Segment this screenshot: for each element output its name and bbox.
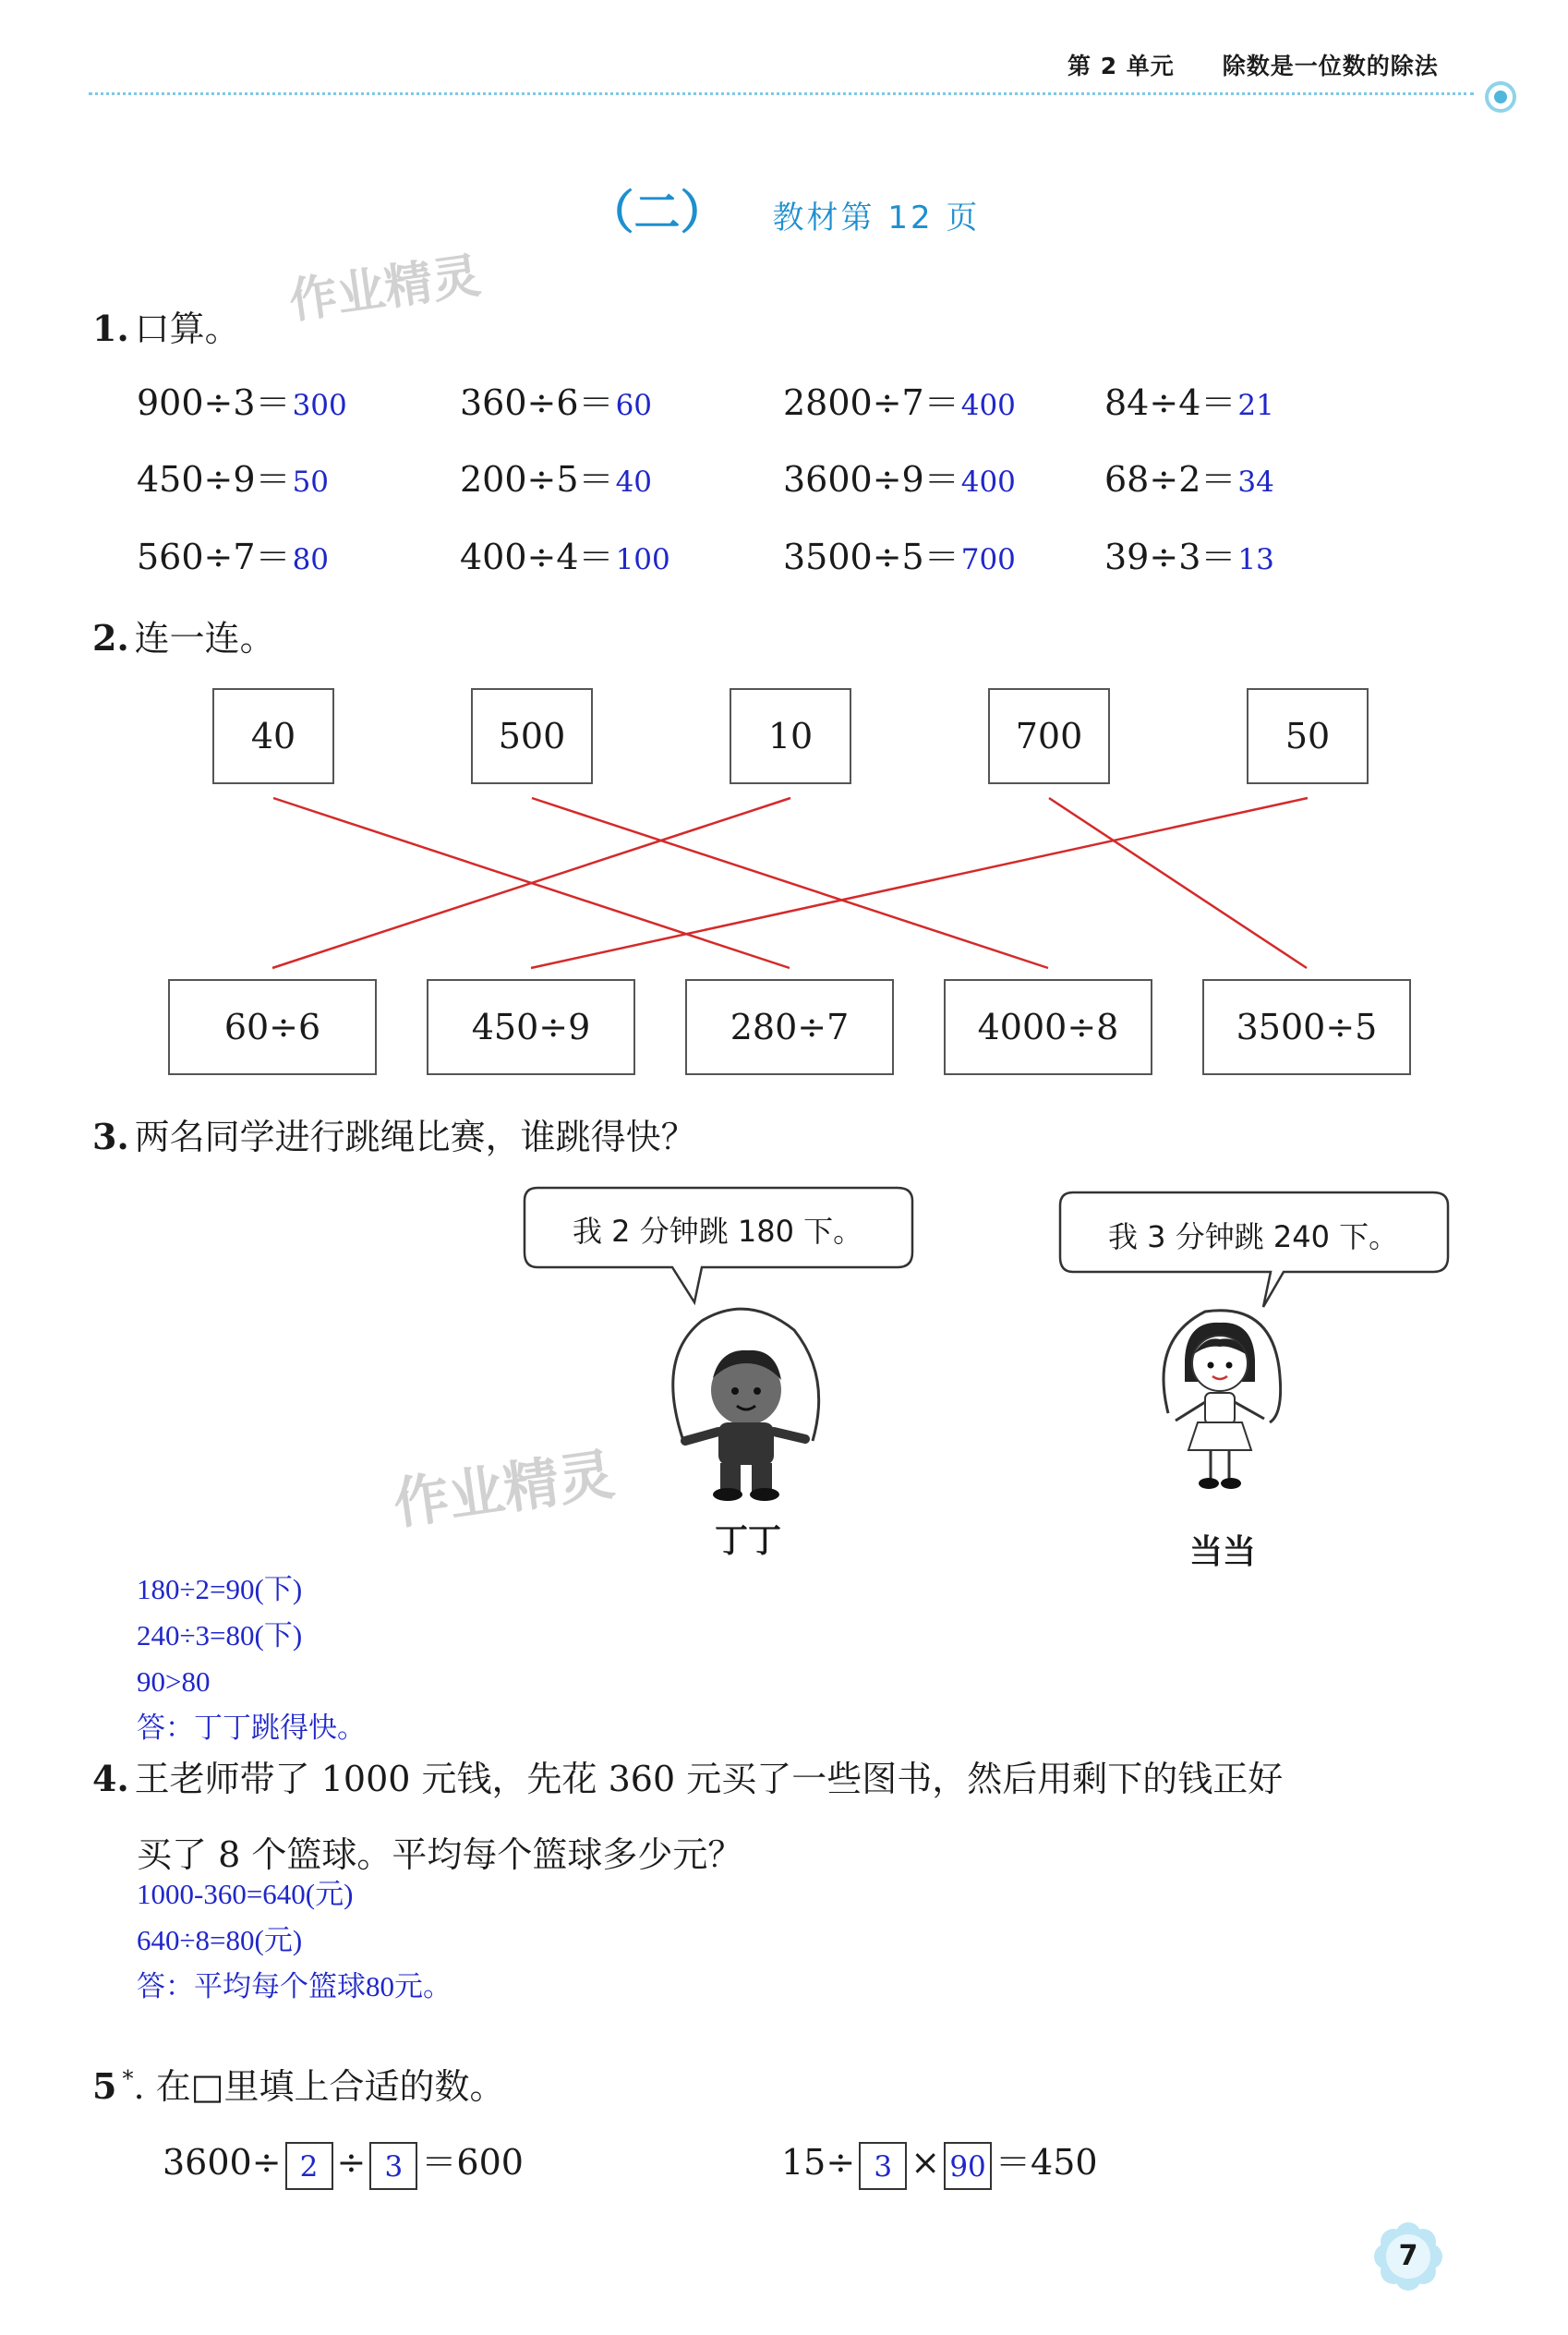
q4-question-line2: 买了 8 个篮球。平均每个篮球多少元？: [137, 1834, 743, 1875]
girl-name-label: 当当: [1189, 1533, 1257, 1571]
q2-top-box: 40: [212, 688, 334, 784]
unit-header: 第 2 单元 除数是一位数的除法: [1067, 53, 1439, 79]
q2-bottom-box: 3500÷5: [1202, 979, 1411, 1075]
q4-solution: [137, 1871, 452, 2010]
calc-answer: 700: [960, 543, 1016, 576]
calc-answer: 13: [1237, 543, 1274, 576]
watermark-middle: 作业精灵: [389, 1442, 619, 1538]
q3-solution-line: 180÷2=90(下): [137, 1573, 303, 1605]
calc-answer: 21: [1237, 389, 1274, 422]
q5-eq2-blank-2: 90: [944, 2142, 992, 2190]
q5-equation-1: 3600÷ 2 ÷ 3 ＝600: [163, 2134, 524, 2190]
q5-title: 5 *. 在□里填上合适的数。: [92, 2065, 505, 2107]
q4-question-line1: 4. 王老师带了 1000 元钱，先花 360 元买了一些图书，然后用剩下的钱正好: [92, 1758, 1284, 1799]
q1-title: 1. 口算。: [92, 308, 240, 349]
calc-expression: 39÷3＝: [1104, 537, 1236, 577]
page-number: 7: [1398, 2240, 1418, 2272]
boy-name-label: 丁丁: [715, 1522, 782, 1560]
calc-answer: 60: [615, 389, 653, 422]
calc-answer: 400: [960, 466, 1016, 499]
speech-bubble-left: [517, 1182, 920, 1321]
calc-answer: 40: [615, 466, 653, 499]
textbook-reference: 教材第 12 页: [772, 200, 981, 236]
calc-answer: 100: [615, 543, 670, 576]
q2-connection-line: [531, 798, 1308, 968]
q5-equation-2: 15÷ 3 × 90 ＝450: [781, 2134, 1098, 2190]
q2-connection-lines: [0, 0, 1568, 1108]
calc-answer: 50: [292, 466, 330, 499]
q2-bottom-box: 4000÷8: [944, 979, 1152, 1075]
q3-solution-line: 答：丁丁跳得快。: [137, 1712, 366, 1744]
calc-expression: 3600÷9＝: [783, 459, 959, 500]
q3-title: 3. 两名同学进行跳绳比赛，谁跳得快？: [92, 1116, 696, 1157]
calc-answer: 300: [292, 389, 347, 422]
q5-eq2-blank-1: 3: [859, 2142, 907, 2190]
calc-answer: 80: [292, 543, 330, 576]
calc-expression: 68÷2＝: [1104, 459, 1236, 500]
page-number-badge: [1374, 2222, 1442, 2291]
calc-answer: 400: [960, 389, 1016, 422]
calc-expression: 84÷4＝: [1104, 382, 1236, 423]
q2-top-box: 10: [730, 688, 851, 784]
calc-expression: 900÷3＝: [137, 382, 291, 423]
q2-connection-line: [532, 798, 1048, 968]
calc-answer: 34: [1237, 466, 1274, 499]
calc-expression: 360÷6＝: [460, 382, 614, 423]
q3-solution-line: 240÷3=80(下): [137, 1619, 303, 1651]
q4-solution-line: 答：平均每个篮球80元。: [137, 1970, 452, 2002]
bubble-right-text: 我 3 分钟跳 240 下。: [1108, 1219, 1399, 1254]
watermark-top: 作业精灵: [285, 248, 484, 331]
q2-bottom-box: 280÷7: [685, 979, 894, 1075]
boy-jumping-rope-illustration: [646, 1302, 840, 1506]
calc-expression: 400÷4＝: [460, 537, 614, 577]
q2-connection-line: [1049, 798, 1307, 968]
q3-solution-line: 90>80: [137, 1665, 211, 1698]
q2-bottom-box: 450÷9: [427, 979, 635, 1075]
calc-expression: 200÷5＝: [460, 459, 614, 500]
calc-expression: 560÷7＝: [137, 537, 291, 577]
q4-solution-line: 1000-360=640(元): [137, 1878, 354, 1910]
q2-top-box: 50: [1247, 688, 1369, 784]
q2-top-box: 500: [471, 688, 593, 784]
q4-solution-line: 640÷8=80(元): [137, 1924, 303, 1956]
q3-solution: [137, 1567, 366, 1751]
q2-top-box: 700: [988, 688, 1110, 784]
calc-expression: 3500÷5＝: [783, 537, 959, 577]
calc-expression: 450÷9＝: [137, 459, 291, 500]
q5-eq1-blank-2: 3: [369, 2142, 417, 2190]
q2-bottom-box: 60÷6: [168, 979, 377, 1075]
calc-expression: 2800÷7＝: [783, 382, 959, 423]
girl-jumping-rope-illustration: [1150, 1302, 1288, 1506]
q5-eq1-blank-1: 2: [285, 2142, 333, 2190]
section-number: （二）: [587, 186, 727, 239]
bubble-left-text: 我 2 分钟跳 180 下。: [573, 1214, 863, 1249]
q2-title: 2. 连一连。: [92, 617, 275, 659]
